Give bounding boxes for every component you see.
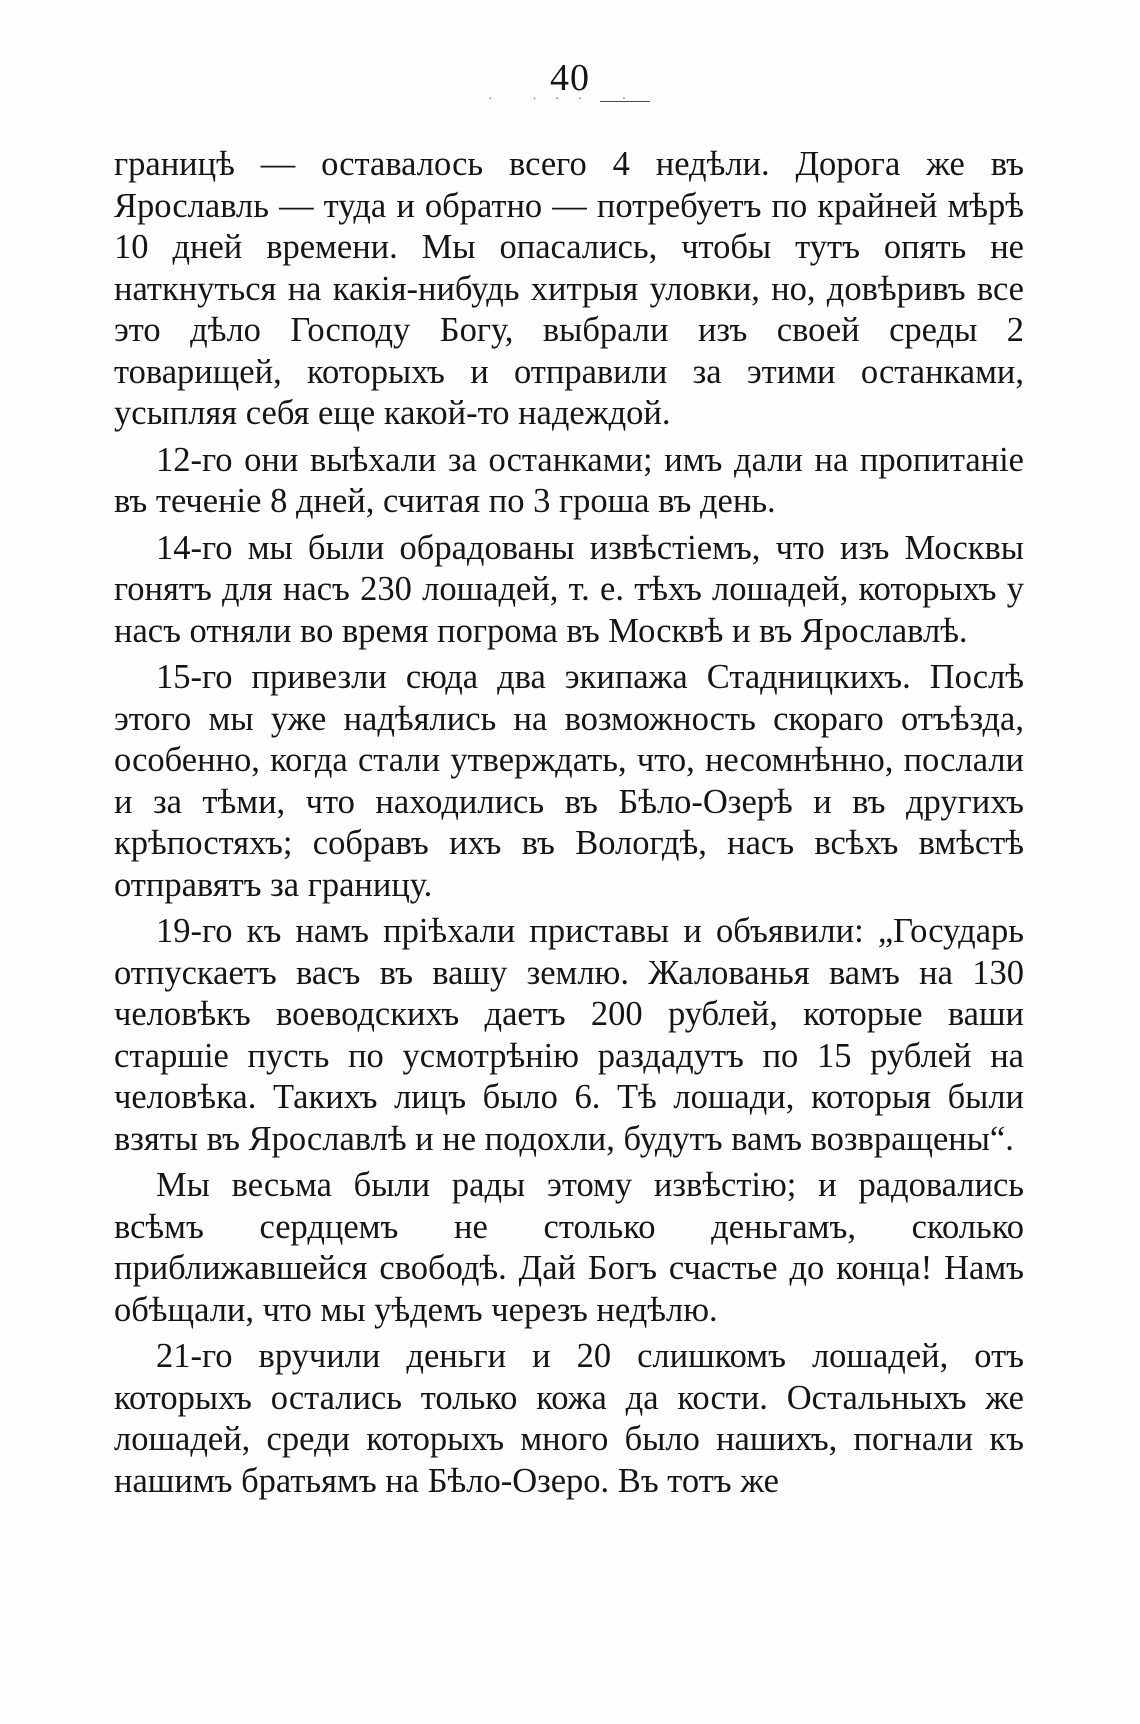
paragraph-19th: 19-го къ намъ пріѣхали приставы и объявили: „Государь отпускаетъ васъ въ вашу землю. Жалованья вамъ на 130 человѣкъ воеводскихъ даетъ 200 рублей, которые ваши старшіе пусть по усмотрѣнію раздадутъ по 15 рублей на человѣка. Такихъ лицъ было 6. Тѣ лошади, которыя были взяты въ Ярославлѣ и не подохли, будутъ вамъ возвращены“. [114,912,1024,1158]
paragraph-12th: 12-го они выѣхали за останками; имъ дали на пропитаніе въ теченіе 8 дней, считая по 3 гроша въ день. [114,440,1024,520]
header-dots: · ··· · [488,92,645,107]
body-text [114,144,1024,1507]
paragraph-continuation: границѣ — оставалось всего 4 недѣли. Дорога же въ Ярославль — туда и обратно — потребуетъ по крайней мѣрѣ 10 дней времени. Мы опасались, чтобы тутъ опять не наткнуться на какія-нибудь хитрыя уловки, но, довѣривъ все это дѣло Господу Богу, выбрали изъ своей среды 2 товарищей, которыхъ и отправили за этими останками, усыпляя себя еще какой-то надеждой. [114,145,1024,432]
page-number: 40 [550,57,590,99]
paragraph-14th: 14-го мы были обрадованы извѣстіемъ, что изъ Москвы гонятъ для насъ 230 лошадей, т. е. тѣхъ лошадей, которыхъ у насъ отняли во время погрома въ Москвѣ и въ Ярославлѣ. [114,528,1024,650]
paragraph-15th: 15-го привезли сюда два экипажа Стадницкихъ. Послѣ этого мы уже надѣялись на возможность скораго отъѣзда, особенно, когда стали утверждать, что, несомнѣнно, послали и за тѣми, что находились въ Бѣло-Озерѣ и въ другихъ крѣпостяхъ; собравъ ихъ въ Вологдѣ, насъ всѣхъ вмѣстѣ отправятъ за границу. [114,658,1024,904]
paragraph-joy: Мы весьма были рады этому извѣстію; и радовались всѣмъ сердцемъ не столько деньгамъ, сколько приближавшейся свободѣ. Дай Богъ счастье до конца! Намъ обѣщали, что мы уѣдемъ черезъ недѣлю. [114,1166,1024,1329]
paragraph-21st: 21-го вручили деньги и 20 слишкомъ лошадей, отъ которыхъ остались только кожа да кости. Остальныхъ же лошадей, среди которыхъ много было нашихъ, погнали къ нашимъ братьямъ на Бѣло-Озеро. Въ тотъ же [114,1337,1024,1500]
header-rule [600,101,650,102]
page-header [0,52,1140,112]
